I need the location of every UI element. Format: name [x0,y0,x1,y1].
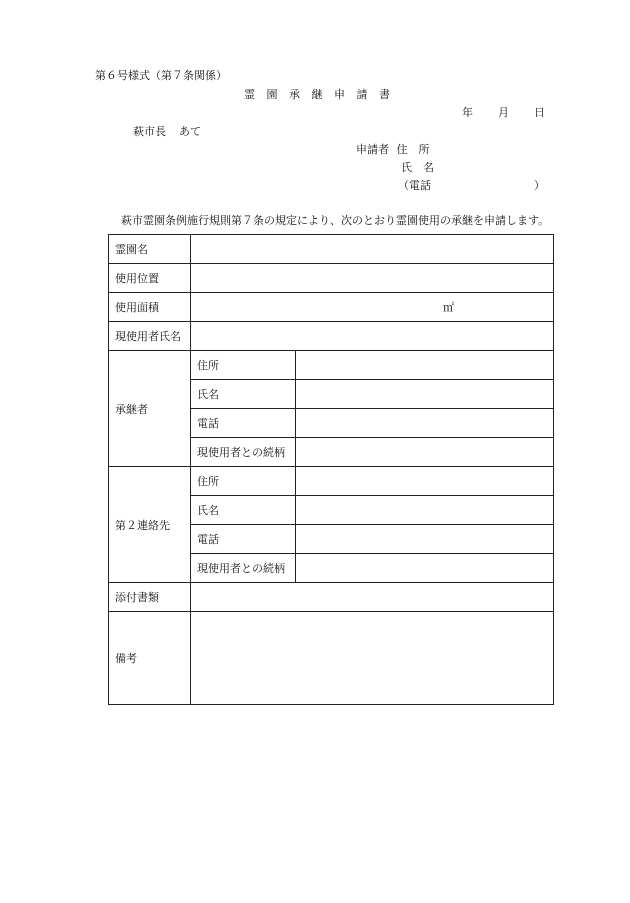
area-unit: ㎡ [443,301,454,314]
successor-label: 承継者 [109,351,191,467]
table-row [109,322,554,351]
successor-relationship-field[interactable] [296,438,554,467]
addressee-name: 萩市長 [133,125,166,138]
intro-text: 萩市霊園条例施行規則第７条の規定により、次のとおり霊園使用の承継を申請します。 [121,214,550,227]
attachments-field[interactable] [191,583,554,612]
second-contact-name-label: 氏名 [191,496,296,525]
remarks-label: 備考 [109,612,191,705]
successor-phone-field[interactable] [296,409,554,438]
addressee-suffix: あて [179,125,201,138]
use-location-field[interactable] [191,264,554,293]
table-row [109,293,554,322]
document-title: 霊園承継申請書 [244,88,402,101]
current-user-name-field[interactable] [191,322,554,351]
remarks-field[interactable] [191,612,554,705]
second-contact-address-field[interactable] [296,467,554,496]
second-contact-phone-field[interactable] [296,525,554,554]
table-row [109,351,554,380]
applicant-phone-close: ） [534,179,545,192]
successor-name-field[interactable] [296,380,554,409]
attachments-label: 添付書類 [109,583,191,612]
applicant-name-label: 氏 名 [401,161,434,174]
date-line [462,106,545,119]
date-month-label: 月 [498,106,509,119]
table-row [109,235,554,264]
form-number: 第６号様式（第７条関係） [95,69,227,82]
table-row [109,583,554,612]
successor-name-label: 氏名 [191,380,296,409]
applicant-name-line [401,161,434,174]
second-contact-name-field[interactable] [296,496,554,525]
applicant-phone-open: （電話 [398,179,431,192]
cemetery-name-label: 霊園名 [109,235,191,264]
use-location-label: 使用位置 [109,264,191,293]
date-year-label: 年 [462,106,473,119]
table-row [109,612,554,705]
current-user-name-label: 現使用者氏名 [109,322,191,351]
second-contact-label: 第２連絡先 [109,467,191,583]
second-contact-relationship-label: 現使用者との続柄 [191,554,296,583]
applicant-label: 申請者 [356,143,389,156]
use-area-field[interactable] [191,293,554,322]
table-row [109,264,554,293]
applicant-address-label: 住 所 [396,143,430,156]
applicant-phone-line [398,179,545,192]
second-contact-address-label: 住所 [191,467,296,496]
successor-relationship-label: 現使用者との続柄 [191,438,296,467]
successor-phone-label: 電話 [191,409,296,438]
application-table [108,234,554,705]
use-area-label: 使用面積 [109,293,191,322]
successor-address-label: 住所 [191,351,296,380]
table-row [109,467,554,496]
second-contact-relationship-field[interactable] [296,554,554,583]
date-day-label: 日 [534,106,545,119]
applicant-address-line [356,143,430,156]
successor-address-field[interactable] [296,351,554,380]
cemetery-name-field[interactable] [191,235,554,264]
second-contact-phone-label: 電話 [191,525,296,554]
addressee [133,125,201,138]
